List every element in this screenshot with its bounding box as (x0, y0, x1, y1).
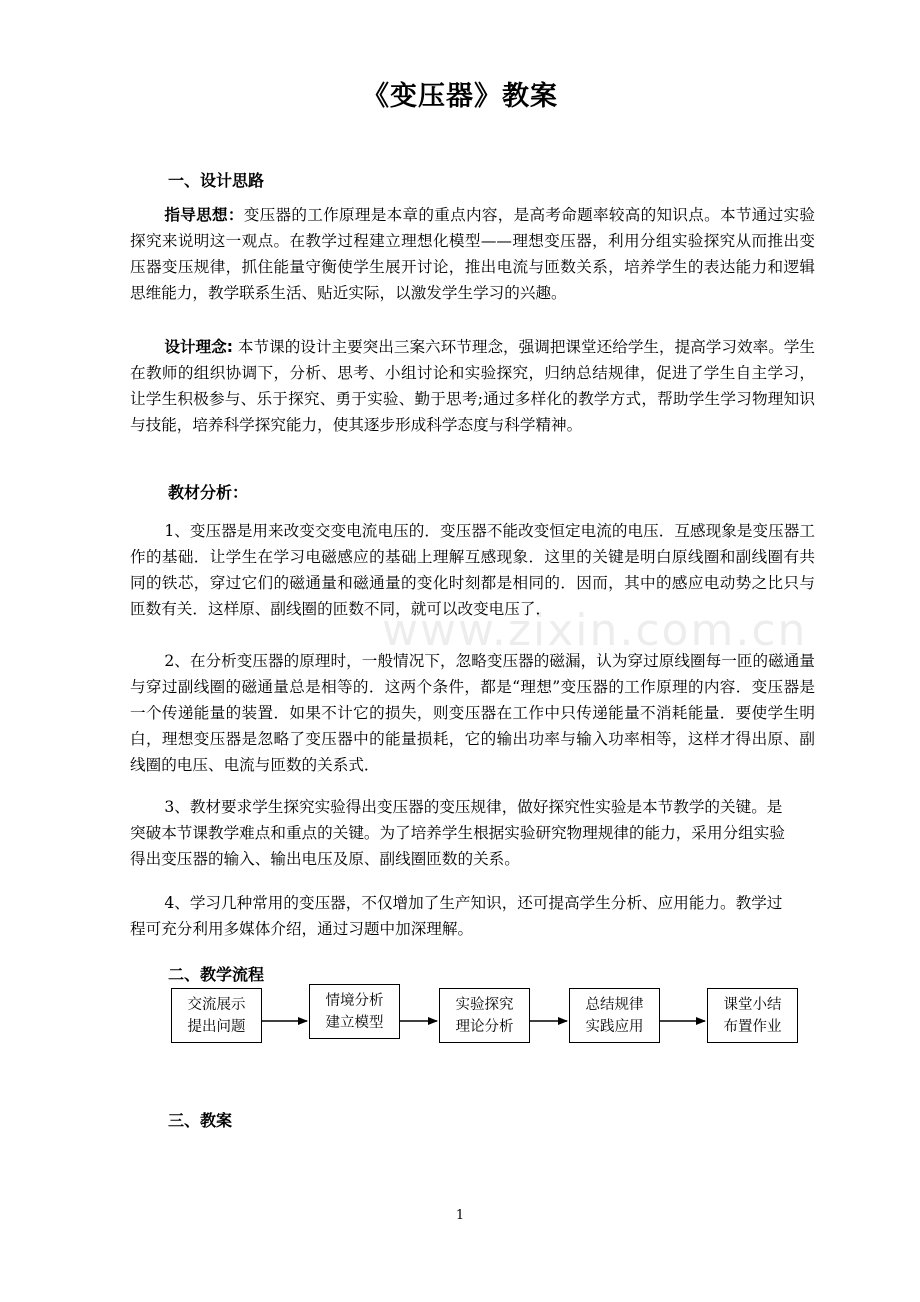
section-2-heading: 二、教学流程 (168, 965, 265, 984)
flow-step-4: 总结规律 实践应用 (569, 988, 660, 1043)
section-3-heading: 三、教案 (168, 1111, 233, 1130)
flow-step-5: 课堂小结 布置作业 (707, 988, 798, 1043)
analysis-item-1: 1、变压器是用来改变交变电流电压的．变压器不能改变恒定电流的电压．互感现象是变压器工作的基础．让学生在学习电磁感应的基础上理解互感现象．这里的关键是明白原线圈和副线圈有共同的铁芯，穿过它们的磁通量和磁通量的变化时刻都是相同的．因而，其中的感应电动势之比只与匝数有关．这样原、副线圈的匝数不同，就可以改变电压了． (130, 522, 815, 618)
material-analysis-heading: 教材分析： (168, 483, 249, 502)
flow-step-3: 实验探究 理论分析 (439, 988, 530, 1043)
flow-step-2: 情境分析 建立模型 (309, 984, 400, 1039)
design-concept-text: 本节课的设计主要突出三案六环节理念，强调把课堂还给学生，提高学习效率。学生在教师的组织协调下，分析、思考、小组讨论和实验探究，归纳总结规律，促进了学生自主学习，让学生积极参与、乐于探究、勇于实验、勤于思考;通过多样化的教学方式，帮助学生学习物理知识与技能，培养科学探究能力，使其逐步形成科学态度与科学精神。 (130, 338, 815, 434)
flow-step-1: 交流展示 提出问题 (171, 988, 262, 1043)
analysis-item-2: 2、在分析变压器的原理时，一般情况下，忽略变压器的磁漏，认为穿过原线圈每一匝的磁通量与穿过副线圈的磁通量总是相等的．这两个条件，都是“理想”变压器的工作原理的内容．变压器是一个传递能量的装置．如果不计它的损失，则变压器在工作中只传递能量不消耗能量．要使学生明白，理想变压器是忽略了变压器中的能量损耗，它的输出功率与输入功率相等，这样才得出原、副线圈的电压、电流与匝数的关系式． (130, 652, 815, 774)
analysis-item-3: 3、教材要求学生探究实验得出变压器的变压规律，做好探究性实验是本节教学的关键。是突破本节课教学难点和重点的关键。为了培养学生根据实验研究物理规律的能力，采用分组实验得出变压器的输入、输出电压及原、副线圈匝数的关系。 (130, 798, 785, 868)
page-title: 《变压器》教案 (362, 81, 558, 112)
watermark: www.zixin.com.cn (382, 605, 808, 656)
analysis-item-4: 4、学习几种常用的变压器，不仅增加了生产知识，还可提高学生分析、应用能力。教学过程可充分利用多媒体介绍，通过习题中加深理解。 (130, 894, 783, 938)
page-number: 1 (455, 1208, 465, 1223)
guiding-thought-label: 指导思想： (164, 206, 244, 224)
design-concept-label: 设计理念: (164, 338, 233, 356)
guiding-thought-text: 变压器的工作原理是本章的重点内容，是高考命题率较高的知识点。本节通过实验探究来说明这一观点。在教学过程建立理想化模型——理想变压器，利用分组实验探究从而推出变压器变压规律，抓住能量守衡使学生展开讨论，推出电流与匝数关系，培养学生的表达能力和逻辑思维能力，教学联系生活、贴近实际，以激发学生学习的兴趣。 (130, 206, 815, 302)
section-1-heading: 一、设计思路 (168, 171, 265, 190)
